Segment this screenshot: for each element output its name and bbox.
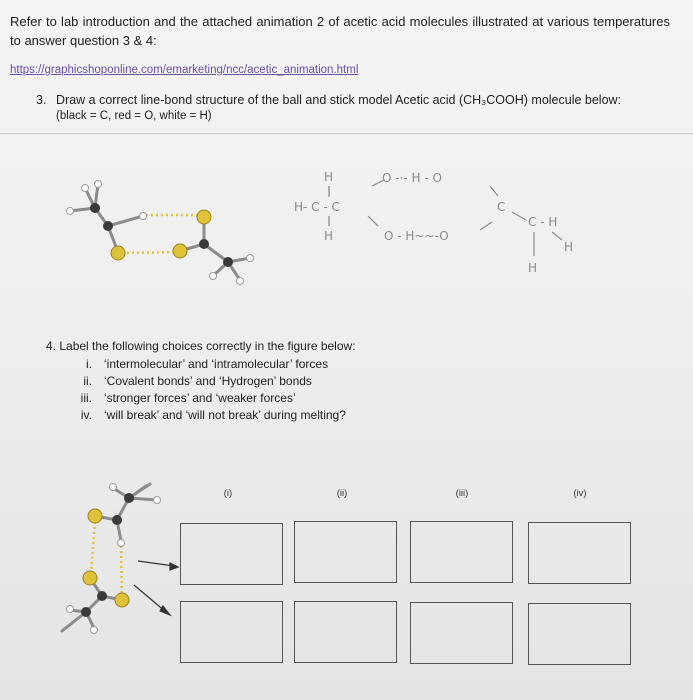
choice-i [46,356,546,373]
hw-right-ch: C - H [528,215,558,229]
choice-roman: iv. [80,408,92,422]
choice-roman: i. [86,357,92,371]
choice-iv [46,407,546,424]
hw-top-right: O -·- H - O [382,171,442,185]
question-4-number: 4. [46,339,57,353]
animation-link[interactable]: https://graphicshoponline.com/emarketing/ncc/acetic_animation.html [10,64,359,76]
answer-box-ii-bottom[interactable] [294,601,397,663]
answer-box-i-bottom[interactable] [180,601,283,663]
choice-roman: ii. [83,374,92,388]
question-3-number: 3. [36,93,47,107]
choice-ii [46,373,546,390]
choice-text: ‘intermolecular’ and ‘intramolecular’ forces [104,357,329,371]
hw-right-h: H [564,240,574,254]
column-label-i: (i) [223,488,233,499]
choice-roman: iii. [80,391,92,405]
answer-box-ii-top[interactable] [294,521,397,583]
choice-text: ‘Covalent bonds’ and ‘Hydrogen’ bonds [104,374,312,388]
question-4-text: Label the following choices correctly in the figure below: [59,339,356,353]
hw-right-hb: H [528,261,538,275]
answer-box-iv-top[interactable] [528,522,631,584]
answer-box-iii-top[interactable] [410,521,513,583]
intro-paragraph: Refer to lab introduction and the attached animation 2 of acetic acid molecules illustrated at various temperatures to answer question 3 & 4: [10,14,670,48]
question-4 [46,339,546,424]
column-label-iv: (iv) [573,488,587,499]
hw-h-top: H [324,170,334,184]
acetic-acid-dimer-model [67,181,254,285]
choice-text: ‘stronger forces’ and ‘weaker forces’ [104,391,296,405]
choice-iii [46,390,546,407]
column-label-iii: (iii) [455,488,469,499]
hw-right-c: C [497,200,506,214]
answer-box-iii-bottom[interactable] [410,602,513,664]
question-3-text: Draw a correct line-bond structure of the ball and stick model Acetic acid (CH₃COOH) molecule below: [56,93,622,107]
answer-box-i-top[interactable] [180,523,283,585]
hw-row2: H- C - C [294,200,340,214]
answer-box-iv-bottom[interactable] [528,603,631,665]
column-label-ii: (ii) [336,488,348,499]
q4-molecule-model [62,484,178,634]
hw-bottom-mid: O - H~~-O [384,229,449,243]
question-3-legend: (black = C, red = O, white = H) [56,110,212,122]
choice-text: ‘will break’ and ‘will not break’ during melting? [104,408,346,422]
handwritten-structure [294,170,573,275]
hw-h-bottom: H [324,229,334,243]
